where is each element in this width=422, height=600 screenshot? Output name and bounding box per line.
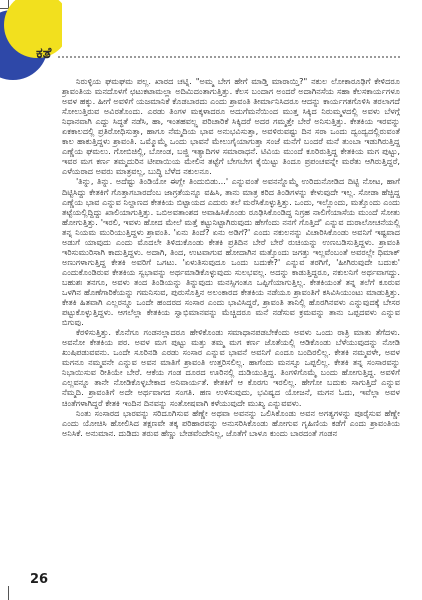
dotted-rule [58,56,400,58]
crop-mark-bottom [8,586,9,600]
paragraph: ಕೆರಳಿಸುತ್ತಿತ್ತು. ಕೊನೆಗೂ ಗಂಡನಲ್ಲಾದರೂ ಹೇಳಿಕೊಂಡು ಸಮಾಧಾನಪಡಬೇಕೆಂದು ಅವಳು ಒಂದು ರಾತ್ರಿ ಮಾತು ತೆಗೆದಳು. ಅವನೋ ಕೇತಕಿಯ ಪರ. ಅವಳ ಮಗ ಪುಟ್ಟು ಮತ್ತು ತಮ್ಮ ಮಗ ಕರ್ಣ ಜೊತೆಯಲ್ಲಿ ಆಡಿಕೊಂಡು ಬೆಳೆಯುವುದನ್ನು ನೋಡಿ ಖುಷಿಪಡುವವನು. ಒಂದೇ ಸೂರಿನಡಿ ಎರಡು ಸಂಸಾರ ಎನ್ನುವ ಭಾವನೆ ಅವನಿಗೆ ಎಂದೂ ಬಂದಿರಲಿಲ್ಲ. ಕೇತಕಿ ನಮ್ಮವಳೇ, ಅವಳ ಮಗನೂ ನಮ್ಮವನೇ ಎನ್ನುವ ಅವನ ಮಾತಿಗೆ ಶ್ರಾವಂತಿ ಉತ್ತರಿಸಲಿಲ್ಲ. ಹಾಗೆಂದು ಮನಸ್ಸೂ ಒಪ್ಪಲಿಲ್ಲ. ಕೇತಕಿ ತನ್ನ ಸಂಸಾರವನ್ನು ನಿಭಾಯಿಸುವ ರೀತಿಯೇ ಬೇರೆ. ಆಕೆಯ ಗಂಡ ದೂರದ ಊರಿನಲ್ಲಿ ದುಡಿಯುತ್ತಿದ್ದ. ತಿಂಗಳಿಗೊಮ್ಮೆ ಬಂದು ಹೋಗುತ್ತಿದ್ದ. ಅವಳಿಗೆ ಎಲ್ಲವನ್ನೂ ತಾನೇ ನೋಡಿಕೊಳ್ಳಬೇಕಾದ ಅನಿವಾರ್ಯತೆ. ಕೇತಕಿಗೆ ಆ ಕೊರಗು ಇರಲಿಲ್ಲ. ಹೇಗೋ ಬದುಕು ಸಾಗುತ್ತಿದೆ ಎನ್ನುವ ನೆಮ್ಮದಿ. ಶ್ರಾವಂತಿಗೆ ಅದೇ ಅರ್ಥವಾಗದ ಸಂಗತಿ. ಹಣ ಉಳಿಸುವುದು, ಭವಿಷ್ಯದ ಯೋಜನೆ, ಮಗನ ಓದು, ಇವೆಲ್ಲಾ ಅವಳ ಚಿಂತೆಗಳಾಗಿದ್ದರೆ ಕೇತಕಿ ಇಂದಿನ ದಿನವನ್ನು ಸಂತೋಷವಾಗಿ ಕಳೆಯುವುದೇ ಮುಖ್ಯ ಎನ್ನುವವಳು. [62,327,400,408]
article-body [62,76,400,576]
page-number: 26 [30,572,49,587]
decorative-circles [0,0,62,80]
paragraph: ನಿಂತು ಸಂಸಾರದ ಭಾರವನ್ನು ಸರಿದೂಗಿಸುವ ಹೆಣ್ಣೇ ಅಥವಾ ಅವನನ್ನು ಒಲಿಸಿಕೊಂಡು ಅವನ ಅಗತ್ಯಗಳನ್ನು ಪೂರೈಸುವ ಹೆಣ್ಣೇ ಎಂದು ಯೋಚಿಸಿ ಹೋಲಿಸಿದ ತಕ್ಷಣವೇ ತಕ್ಕ ಪರಿಹಾರವನ್ನು ಅನುಸರಿಸಿಕೊಂಡು ಹೋಗುವ ಗೃಹಿಣಿಯ ಕಡೆಗೆ ಎಂದು ಶ್ರಾವಂತಿಯ ಅನಿಸಿಕೆ. ಅನುಮಾನ. ದುಡಿದು ತರುವ ಹೆಣ್ಣು ಬೇಡವೆಂದೇನಿಲ್ಲ, ಜೊತೆಗೆ ಬಾಳೂ ಕುಂದು ಬಾರದಂತೆ ಗಂಡನ [62,407,400,438]
paragraph: 'ತಿನ್ನು, ತಿನ್ನು. ಅದೆಷ್ಟು ತಿಂಡಿಯೋ ಈಗ್ಲೇ ತಿಂದುಬಿಡು...' ಎನ್ನುವಂತೆ ಅವನನ್ನೊಮ್ಮೆ ಉರಿದುನೋಡಿದ ದಿಟ್ಟಿ ನೋಟ, ಹಾಗೆ ದಿಟ್ಟಿಸಿದ್ದು ಕೇತಕಿಗೆ ಗೊತ್ತಾಗಬಾರದೆಂಬ ಜಾಗ್ರತೆಯನ್ನೂ ವಹಿಸಿ, ತಾನು ಮಾತ್ರ ಕರಿದ ತಿಂಡಿಗಳನ್ನು ಕೇಳುವುದೇ ಇಲ್ಲ. ಸೋಡಾ ಹೆಚ್ಚಿದ್ದ ಎಣ್ಣೆಯ ಭಾವ ಎನ್ನುವ ನಿಲ್ದಾಣದ ಕೇತಕಿಯ ಬಿಟ್ಟಾಯದ ಎದುರು ತಲೆ ಮರೆಸಿಕೊಳ್ಳುತ್ತಿತ್ತು. ಒಂದು, ಇಲ್ಲೊಂದು, ಮತ್ತೊಂದು ಎಂದು ತಟ್ಟೆಯಲ್ಲಿದ್ದಿದ್ದು ಖಾಲಿಯಾಗುತ್ತಿತ್ತು. ಒಬಿಅವತಾಂಶದ ಅವಾಹಿಸಿಕೊಂಡು ರೂಢಿಸಿಕೊಂಡಿದ್ದ ನಿಗ್ರಹ ನಾಲಿಗೆಯಾಸೆಯ ಮುಂದೆ ಸೋತು ಹೋಗುತ್ತಿತ್ತು. 'ಇರಲಿ, ಇವಳು ಹೋದ ಮೇಲೆ ಮತ್ತೆ ಕಟ್ಟುನಿಟ್ಟಾಗಿರುವುದು ಹೇಗೆಂದು ನನಗೆ ಗೊತ್ತಿದೆ' ಎನ್ನುವ ದುರಾಲೋಚನೆಯಲ್ಲಿ ತನ್ನ ನಿಯಮ ಮುರಿಯುತ್ತಿದ್ದಳು ಶ್ರಾವಂತಿ. 'ಏನು ತಿಂದೆ? ಏನು ಅಡಿಗೆ?' ಎಂದು ನಕುಲನನ್ನು ವಿಚಾರಿಸಿಕೊಂಡು ಅವನಿಗೆ ಇಷ್ಟವಾದ ಅಡುಗೆ ಯಾವುದು ಎಂದು ಮೊದಲೇ ತಿಳಿದುಕೊಂಡು ಕೇತಕಿ ಪ್ರತಿದಿನ ಬೇರೆ ಬೇರೆ ರುಚಿಯನ್ನು ಉಣಬಡಿಸುತ್ತಿದ್ದಳು. ಶ್ರಾವಂತಿ ಇರಿಸುಮುರಿಸಾಗಿ ಕಾದುತ್ತಿದ್ದಳು. ಅದಾಗಿ, ತಿಂದ, ಉಟವಾಗುವ ಹೋದಾಗಿನ ಮತ್ತೊಂದು ಜಗತ್ತು ಇಲ್ಲವೆಂಬಂತೆ ಅವರಲ್ಲೇ ಧಿಮಾಕ್ ಅಣುಗಳಾಗುತ್ತಿದ್ದ ಕೇತಕಿ ಅವರಿಗೆ ಒಗಟು. 'ಏಳುತಿಸುವುದೂ ಒಂದು ಬದುಕೇ?' ಎನ್ನುವ ತರಗಿಗೆ, 'ಹೀಗಿರುವುದೇ ಬದುಕು' ಎಂದುಕೊಂಡಿರುವ ಕೇತಕಿಯ ಸ್ವಭಾವನ್ನು ಅರ್ಥಮಾಡಿಕೊಳ್ಳುವುದು ಸುಲಭವಲ್ಲ. ಅದನ್ನು ಕಾಡುತ್ತಿದ್ದರೂ, ನಕುಲನಿಗೆ ಅರ್ಥವಾಗದ್ದು. ಬಹುಶಃ ತನಗೂ, ಅವಳು ತಂದ ತಿಂಡಿಯನ್ನು ತಿನ್ನುವುದು ಮನಸ್ಸಿಗಂತೂ ಒಪ್ಪಿಗೆಯಾಗುತ್ತಿಲ್ಲ. ಕೇತಕಿಯಂತೆ ತನ್ನ ತಲೆಗೆ ಕೂರುವ ಒಳಗಿನ ಹೊಣೆಗಾರಿಕೆಯನ್ನು ಗಮನಿಸುವ, ಪುರುಸೊತ್ತಿನ ಅಲಂಕಾರದ ಕೇತಕಿಯ ನಡೆಯೂ ಶ್ರಾವಂತಿಗೆ ಕಸಿವಿಸಿಯುಂಟು ಮಾಡುತ್ತಿತ್ತು. ಕೇತಕಿ ಹಿತವಾಗಿ ಎಲ್ಲರನ್ನೂ ಒಂದೇ ಹಂದರದ ಸಂಸಾರ ಎಂದು ಭಾವಿಸಿದ್ದರೆ, ಶ್ರಾವಂತಿ ತಾನಿಲ್ಲಿ ಹೊರಗಿನವಳು ಎನ್ನುವುದಕ್ಕೆ ಬೇಸರ ಪಟ್ಟುಕೊಳ್ಳುತ್ತಿದ್ದಳು. ಆಗಲೆಲ್ಲಾ ಕೇತಕಿಯ ಸ್ವಾಭಿಮಾನವನ್ನು ಮೆಚ್ಚಿದರೂ ಮನೆ ನಡೆಸುವ ಕ್ರಮವನ್ನು ತಾನು ಒಪ್ಪದವಳು ಎನ್ನುವ ಬಿಗುವು. [62,176,400,328]
section-title: ಕತೆ [36,44,52,62]
paragraph: ನಿರುಳ್ಳಿಯ ಘಮಘಮ ಪಲ್ಲ. ಖಾರದ ಚಟ್ನಿ. "ಅಮ್ಮ ಬೇಗ ಹೇಗೆ ಮಾಡ್ತಿ ಮಾರಾಯ್ತಿ?" ನಕುಲ ಲೋಕಾರೂಢಿಗೆ ಕೇಳಿದರೂ ಶ್ರಾವಂತಿಯ ಮನದೊಳಗೆ ಛಟುಕಟಾಮಲ್ಲಾ ಅದಿಮಿದಂತಾಗುತ್ತಿತ್ತು. ಕೆಲಸ ಬಂದಾಗ ಅಂದರೆ ಅದಾಗಿನಸೆಯ ಸಹಾ ಕೆಲಸಕಾರ್ಯಗಳೂ ಅವಳ ಹಕ್ಕು. ಹೀಗೆ ಅವಳಿಗೆ ಯಜಮಾನಿಕೆ ಕೊಡಬಾರದು ಎಂದು ಶ್ರಾವಂತಿ ತೀರ್ಮಾನಿಸಿದರೂ ಆದನ್ನು ಕಾರ್ಯಗತಗೊಳಿಸಿ ತರಲಾಗದೆ ಸೋಲುತ್ತಿರುವ ಅವಿರತೊಂದು. ಎರಡು ತಿಂಗಳ ಮಕ್ಕಳಾದರೂ ಅದುಗೆಮನೆಯಿಂದ ಮುತ್ತ ಸಿಕ್ಕಿದ ನಿರುಮ್ಮಳದಲ್ಲಿ ಅವಳು ಬೆಳಗ್ಗೆ ನಿಧಾನವಾಗಿ ಎದ್ದು ಸಿದ್ಧತೆ ನಡೆಸಿ, ಹಾ, ಇಂತಹವಲ್ಲ್ಲ ಪರಿಚಾರಿಕೆ ಸಿಕ್ಕಿದರೆ ಅದರ ಗಮ್ಮತ್ತೇ ಬೇರೆ ಅನಿಸುತ್ತಿತ್ತು. ಕೇತಕಿಯ ಇರವನ್ನು ಏಕಕಾಲದಲ್ಲಿ ಪ್ರತಿರೋಧಿಸುತ್ತಾ, ಹಾಗೂ ನೆಮ್ಮದಿಯ ಭಾವ ಅನುಭವಿಸುತ್ತಾ, ಅವಳಿರುವಷ್ಟು ದಿನ ಸರಾ ಒಂದು ದ್ವಂದ್ವದಲ್ಲಿರುವಂತೆ ಕಾಲ ಹಾಕುತ್ತಿದ್ದಳು ಶ್ರಾವಂತಿ. ಒಮ್ಮೊಮ್ಮೆ ಒಂದು ಭಾವನೆ ಮೇಲುಗೈಯಾಗುತ್ತಾ ಸಂಜೆ ಮನೆಗೆ ಬಂದರೆ ಮನೆ ತುಂಬಾ ಇಡುಗಿರುತ್ತಿದ್ದ ಎಣ್ಣೆಯ ಘಮಲು. ಗೋಬಿಚಿಲ್ಲಿ, ಬೋಂಡ, ಬಜ್ಜಿ ಇತ್ಯಾದಿಗಳ ಸಮಾರಾಧನೆ. ಟಿವಿಯ ಮುಂದೆ ಕೂರಿರುತ್ತಿದ್ದ ಕೇತಕಿಯ ಮಗ ಪುಟ್ಟು, ಇವರ ಮಗ ಕರ್ಣ ತಮ್ಮದುರಿನ ಟೀಪಾಯಿಯ ಮೇಲಿನ ತಟ್ಟೆಗೆ ಬೇಗಬೇಗ ಕೈಯಿಟ್ಟು ತಿಂದೂ ಪ್ರಪಂಚವನ್ನೇ ಮರೆತು ಆಗಿರುತ್ತಿದ್ದರೆ, ಎಳೆಯರಾದ ಅವರು ಮಾತ್ರವಲ್ಲ, ಬುದ್ಧಿ ಬೆಳೆದ ನಕುಲನೂ. [62,76,400,177]
